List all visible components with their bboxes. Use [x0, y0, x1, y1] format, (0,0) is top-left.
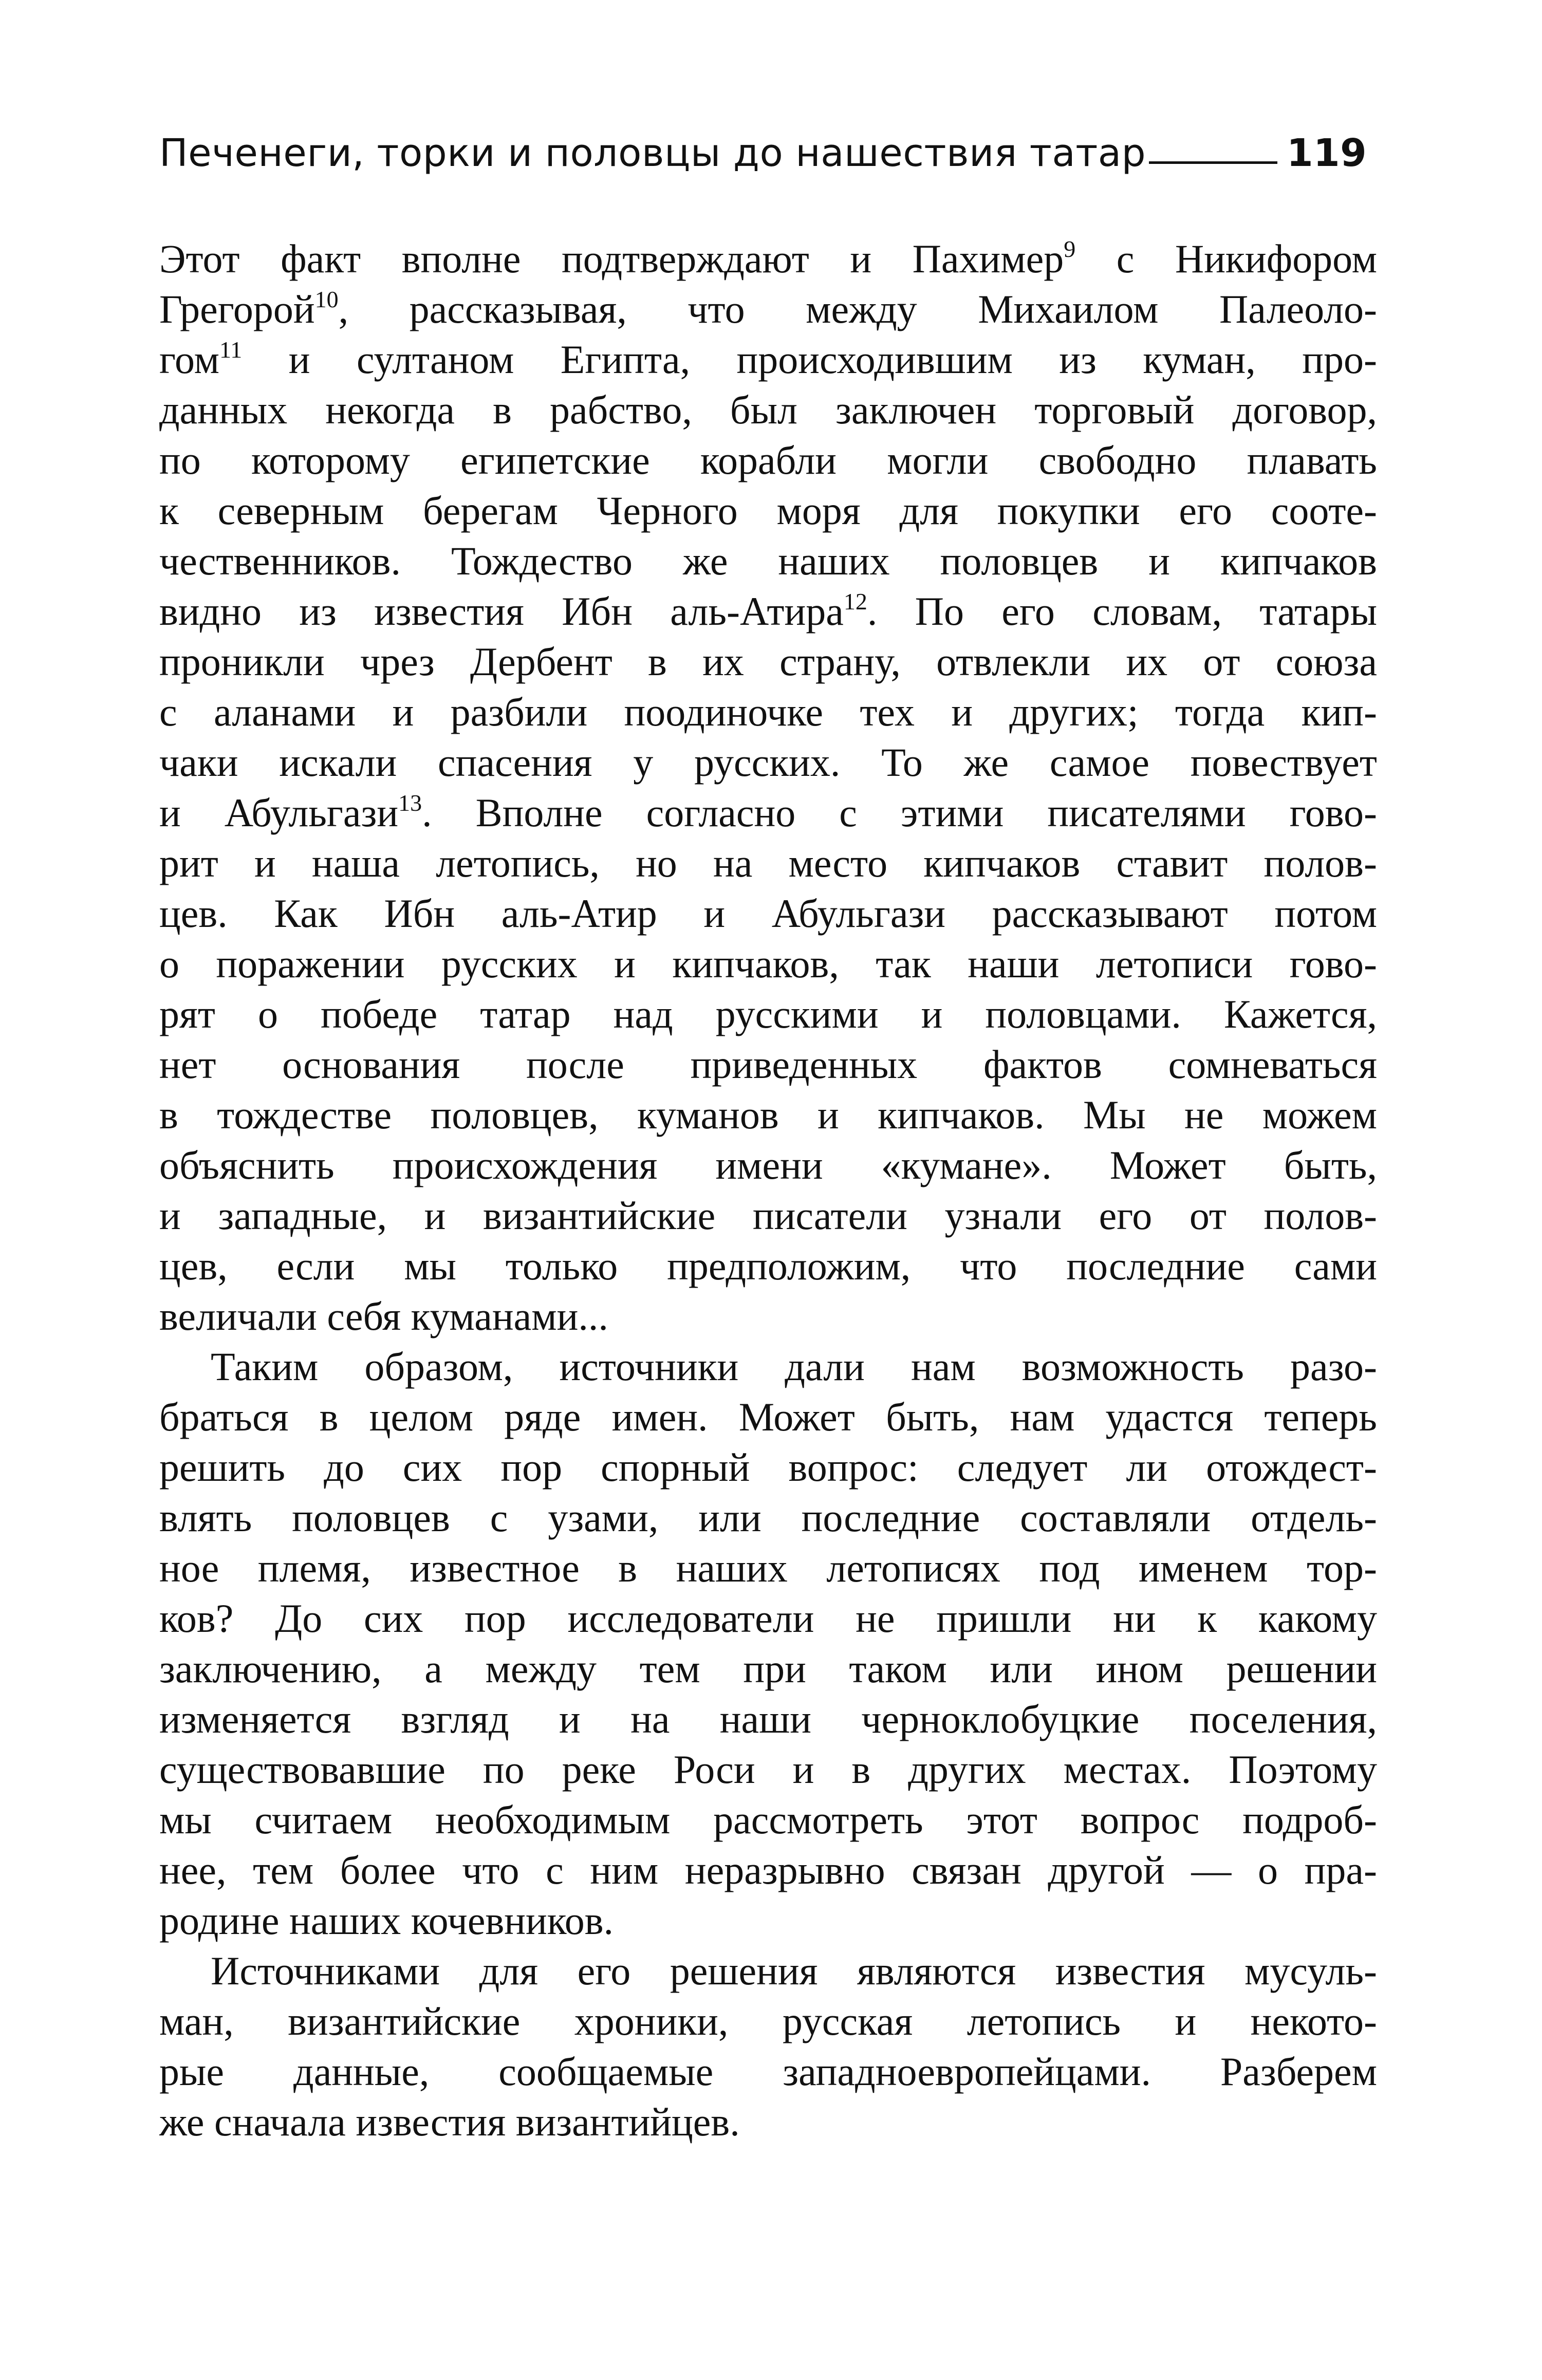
- line-text: ков? До сих пор исследователи не пришли ни к какому: [159, 1596, 1377, 1641]
- text-line: [159, 838, 1377, 888]
- line-text: рит и наша летопись, но на место кипчаков ставит полов-: [159, 841, 1377, 885]
- line-text: Этот факт вполне подтверждают и Пахимер: [159, 236, 1064, 281]
- line-text: величали себя куманами...: [159, 1294, 608, 1338]
- text-line: [159, 586, 1377, 637]
- line-text: же сначала известия византийцев.: [159, 2099, 740, 2144]
- line-text: ман, византийские хроники, русская летопись и некото-: [159, 1999, 1377, 2043]
- line-text: нее, тем более что с ним неразрывно связан другой — о пра-: [159, 1848, 1377, 1892]
- line-text: родине наших кочевников.: [159, 1898, 614, 1943]
- text-line: [159, 234, 1377, 284]
- line-text: заключению, а между тем при таком или ином решении: [159, 1646, 1377, 1691]
- line-text: решить до сих пор спорный вопрос: следует ли отождест-: [159, 1445, 1377, 1490]
- book-page: [159, 131, 1377, 2147]
- text-line: [159, 1392, 1377, 1442]
- text-line: [159, 1946, 1377, 1996]
- line-text: гом: [159, 337, 219, 382]
- text-line: [159, 1140, 1377, 1191]
- line-text: о поражении русских и кипчаков, так наши летописи гово-: [159, 941, 1377, 986]
- body-text: [159, 234, 1377, 2147]
- text-line: [159, 2047, 1377, 2097]
- text-line: [159, 1191, 1377, 1241]
- line-text: рые данные, сообщаемые западноевропейцами. Разберем: [159, 2049, 1377, 2094]
- line-text: браться в целом ряде имен. Может быть, нам удастся теперь: [159, 1394, 1377, 1439]
- line-text-continued: и султаном Египта, происходившим из куман, про-: [242, 337, 1377, 382]
- text-line: [159, 788, 1377, 838]
- text-line: [159, 1241, 1377, 1291]
- line-text: мы считаем необходимым рассмотреть этот вопрос подроб-: [159, 1797, 1377, 1842]
- footnote-marker: 10: [314, 286, 339, 312]
- line-text: цев. Как Ибн аль-Атир и Абульгази рассказывают потом: [159, 891, 1377, 936]
- footnote-marker: 13: [398, 790, 422, 816]
- line-text-continued: . Вполне согласно с этими писателями гово-: [422, 790, 1377, 835]
- text-line: [159, 486, 1377, 536]
- text-line: [159, 637, 1377, 687]
- text-line: [159, 2097, 1377, 2147]
- line-text-continued: , рассказывая, что между Михаилом Палеоло-: [338, 287, 1377, 331]
- text-line: [159, 284, 1377, 334]
- line-text: цев, если мы только предположим, что последние сами: [159, 1243, 1377, 1288]
- text-line: [159, 334, 1377, 385]
- text-line: [159, 1845, 1377, 1895]
- text-line: [159, 1291, 1377, 1342]
- text-line: [159, 1442, 1377, 1493]
- text-line: [159, 737, 1377, 788]
- text-line: [159, 1644, 1377, 1694]
- text-line: [159, 939, 1377, 989]
- text-line: [159, 1795, 1377, 1845]
- text-line: [159, 536, 1377, 586]
- text-line: [159, 385, 1377, 435]
- header-rule: [1149, 161, 1277, 164]
- text-line: [159, 1996, 1377, 2047]
- footnote-marker: 12: [843, 588, 867, 615]
- line-text: данных некогда в рабство, был заключен торговый договор,: [159, 387, 1377, 432]
- text-line: [159, 1593, 1377, 1644]
- text-line: [159, 888, 1377, 939]
- footnote-marker: 9: [1064, 236, 1076, 262]
- line-text-continued: с Никифором: [1075, 236, 1377, 281]
- line-text: чественников. Тождество же наших половцев и кипчаков: [159, 538, 1377, 583]
- footnote-marker: 11: [219, 337, 243, 363]
- text-line: [159, 435, 1377, 486]
- text-line: [159, 1744, 1377, 1795]
- line-text: и западные, и византийские писатели узнали его от полов-: [159, 1193, 1377, 1238]
- line-text: влять половцев с узами, или последние составляли отдель-: [159, 1495, 1377, 1540]
- text-line: [159, 1895, 1377, 1946]
- line-text: Грегорой: [159, 287, 315, 331]
- text-line: [159, 1039, 1377, 1090]
- line-text: проникли чрез Дербент в их страну, отвлекли их от союза: [159, 639, 1377, 684]
- line-text: с аланами и разбили поодиночке тех и других; тогда кип-: [159, 690, 1377, 734]
- line-text: чаки искали спасения у русских. То же самое повествует: [159, 740, 1377, 785]
- line-text-continued: . По его словам, татары: [867, 589, 1377, 634]
- text-line: [159, 1493, 1377, 1543]
- line-text: Источниками для его решения являются известия мусуль-: [211, 1948, 1377, 1993]
- line-text: ное племя, известное в наших летописях под именем тор-: [159, 1546, 1377, 1590]
- text-line: [159, 1694, 1377, 1744]
- line-text: и Абульгази: [159, 790, 399, 835]
- line-text: нет основания после приведенных фактов сомневаться: [159, 1042, 1377, 1087]
- line-text: видно из известия Ибн аль-Атира: [159, 589, 844, 634]
- line-text: в тождестве половцев, куманов и кипчаков. Мы не можем: [159, 1092, 1377, 1137]
- line-text: рят о победе татар над русскими и половцами. Кажется,: [159, 992, 1377, 1036]
- line-text: изменяется взгляд и на наши черноклобуцкие поселения,: [159, 1697, 1377, 1741]
- line-text: по которому египетские корабли могли свободно плавать: [159, 438, 1377, 482]
- text-line: [159, 1543, 1377, 1593]
- text-line: [159, 1342, 1377, 1392]
- running-title: Печенеги, торки и половцы до нашествия татар: [159, 131, 1146, 175]
- running-header: [159, 131, 1377, 188]
- text-line: [159, 1090, 1377, 1140]
- page-number: 119: [1287, 131, 1367, 175]
- line-text: Таким образом, источники дали нам возможность разо-: [211, 1344, 1377, 1389]
- text-line: [159, 687, 1377, 737]
- line-text: к северным берегам Черного моря для покупки его сооте-: [159, 488, 1377, 533]
- line-text: объяснить происхождения имени «кумане». Может быть,: [159, 1143, 1377, 1187]
- line-text: существовавшие по реке Роси и в других местах. Поэтому: [159, 1747, 1377, 1792]
- text-line: [159, 989, 1377, 1039]
